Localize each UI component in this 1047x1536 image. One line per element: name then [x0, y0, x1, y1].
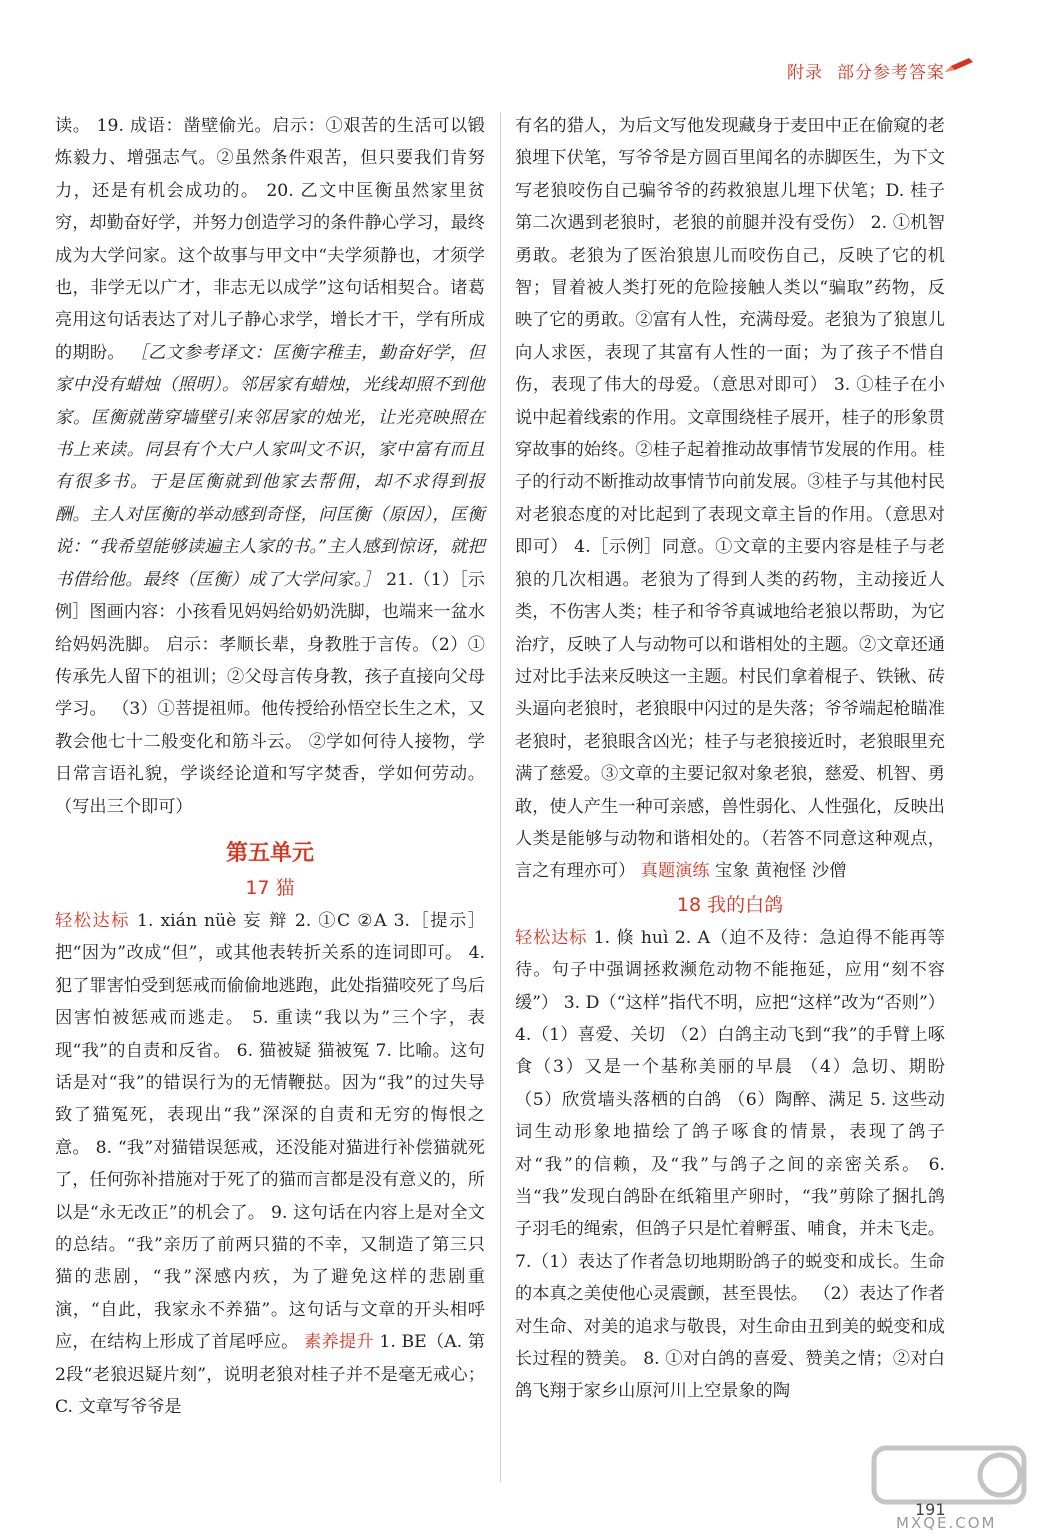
header-title: 部分参考答案: [837, 63, 945, 83]
unit-title: 第五单元: [225, 840, 314, 866]
header-section: 附录: [787, 63, 823, 83]
watermark-text: MXQE.COM: [896, 1514, 997, 1532]
answers-19-20: 读。 19. 成语：凿壁偷光。启示：①艰苦的生活可以锻炼毅力、增强志气。②虽然条件艰苦，但只要我们肯努力，还是有机会成功的。 20. 乙文中匡衡虽然家里贫穷，却勤奋好学，并努力创造学习的条件静心学习，最终成为大学问家。这个故事与甲文中“夫学须静也，才须学也，非学无以广才，非志无以成学”这句话相契合。诸葛亮用这句话表达了对儿子静心求学，增长才干，学有所成的期盼。: [55, 116, 485, 363]
lesson-17-answers: [55, 905, 485, 1424]
lesson-17-text: 1. xián nüè 妄 辩 2. ①C ②A 3.［提示］把“因为”改成“但”，或其他表转折关系的连词即可。 4. 犯了罪害怕受到惩戒而偷偷地逃跑，此处指猫咬死了鸟后因害怕被惩戒而逃走。 5. 重读“我以为”三个字，表现“我”的自责和反省。 6. 猫被疑 猫被冤 7. 比喻。这句话是对“我”的错误行为的无情鞭挞。因为“我”的过失导致了猫冤死，表现出“我”深深的自责和无穷的悔恨之意。 8. “我”对猫错误惩戒，还没能对猫进行补偿猫就死了，任何弥补措施对于死了的猫而言都是没有意义的，所以是“永无改正”的机会了。 9. 这句话在内容上是对全文的总结。“我”亲历了前两只猫的不幸，又制造了第三只猫的悲剧，“我”深感内疚，为了避免这样的悲剧重演，“自此，我家永不养猫”。这句话与文章的开头相呼应，在结构上形成了首尾呼应。: [55, 910, 485, 1353]
lesson-17-title: 17 猫: [245, 876, 295, 899]
answer-block: [55, 110, 485, 823]
answer-block-continued: [515, 110, 945, 888]
watermark-logo: [860, 1440, 1040, 1536]
lesson-18-answers: [515, 922, 945, 1408]
pencil-icon: [943, 56, 975, 74]
tag-easy: 轻松达标: [55, 910, 130, 931]
lesson-17-continued: 有名的猎人，为后文写他发现藏身于麦田中正在偷窥的老狼埋下伏笔，写爷爷是方圆百里闻名的赤脚医生，为下文写老狼咬伤自己骗爷爷的药救狼崽儿埋下伏笔；D. 桂子第二次遇到老狼时，老狼的前腿并没有受伤） 2. ①机智勇敢。老狼为了医治狼崽儿而咬伤自己，反映了它的机智；冒着被人类打死的危险接触人类以“骗取”药物，反映了它的勇敢。②富有人性，充满母爱。老狼为了狼崽儿向人求医，表现了其富有人性的一面；为了孩子不惜自伤，表现了伟大的母爱。（意思对即可） 3. ①桂子在小说中起着线索的作用。文章围绕桂子展开，桂子的形象贯穿故事的始终。②桂子起着推动故事情节发展的作用。桂子的行动不断推动故事情节向前发展。③桂子与其他村民对老狼态度的对比起到了表现文章主旨的作用。（意思对即可） 4.［示例］同意。①文章的主要内容是桂子与老狼的几次相遇。老狼为了得到人类的药物，主动接近人类，不伤害人类；桂子和爷爷真诚地给老狼以帮助，为它治疗，反映了人与动物可以和谐相处的主题。②文章还通过对比手法来反映这一主题。村民们拿着棍子、铁锹、砖头逼向老狼时，老狼眼中闪过的是失落；爷爷端起枪瞄准老狼时，老狼眼含凶光；桂子与老狼接近时，老狼眼里充满了慈爱。③文章的主要记叙对象老狼，慈爱、机智、勇敢，使人产生一种可亲感，兽性弱化、人性强化，反映出人类是能够与动物和谐相处的。（若答不同意这种观点，言之有理亦可）: [515, 116, 945, 882]
column-divider: [500, 112, 501, 1482]
tag-real-exam: 真题演练: [640, 861, 710, 882]
translation-note: ［乙文参考译文：匡衡字稚圭，勤奋好学，但家中没有蜡烛（照明）。邻居家有蜡烛，光线却照不到他家。匡衡就凿穿墙壁引来邻居家的烛光，让光亮映照在书上来读。同县有个大户人家叫文不识，家中富有而且有很多书。于是匡衡就到他家去帮佣，却不求得到报酬。主人对匡衡的举动感到奇怪，问匡衡（原因），匡衡说：“我希望能够读遍主人家的书。”主人感到惊讶，就把书借给他。最终（匡衡）成了大学问家。］: [55, 342, 485, 590]
tag-easy-18: 轻松达标: [515, 927, 588, 948]
right-column: [515, 110, 945, 1408]
lesson-18-text: 1. 倏 huì 2. A（迫不及待：急迫得不能再等待。句子中强调拯救濒危动物不能拖延，应用“刻不容缓”） 3. D（“这样”指代不明，应把“这样”改为“否则”） 4.（1）喜爱、关切 （2）白鸽主动飞到“我”的手臂上啄食（3）又是一个基称美丽的早晨 （4）急切、期盼 （5）欣赏墙头落栖的白鸽 （6）陶醉、满足 5. 这些动词生动形象地描绘了鸽子啄食的情景，表现了鸽子对“我”的信赖，及“我”与鸽子之间的亲密关系。 6. 当“我”发现白鸽卧在纸箱里产卵时，“我”剪除了捆扎鸽子羽毛的绳索，但鸽子只是忙着孵蛋、哺食，并未飞走。 7.（1）表达了作者急切地期盼鸽子的蜕变和成长。生命的本真之美使他心灵震颤，甚至畏怯。 （2）表达了作者对生命、对美的追求与敬畏，对生命由丑到美的蜕变和成长过程的赞美。 8. ①对白鸽的喜爱、赞美之情；②对白鸽飞翔于家乡山原河川上空景象的陶: [515, 927, 945, 1402]
page-number: 191: [915, 1500, 946, 1519]
left-column: [55, 110, 485, 1423]
real-exam-answers: 宝象 黄袍怪 沙僧: [709, 861, 847, 882]
tag-literacy: 素养提升: [304, 1332, 374, 1353]
lesson-17-literacy-text: 1. BE（A. 第2段“老狼迟疑片刻”，说明老狼对桂子并不是毫无戒心；C. 文章写爷爷是: [55, 1332, 485, 1418]
answers-21: 21.（1）［示例］图画内容：小孩看见妈妈给奶奶洗脚，也端来一盆水给妈妈洗脚。 启示：孝顺长辈，身教胜于言传。（2）①传承先人留下的祖训；②父母言传身教，孩子直接向父母学习。 （3）①菩提祖师。他传授给孙悟空长生之术，又教会他七十二般变化和筋斗云。 ②学如何待人接物，学日常言语礼貌，学谈经论道和写字焚香，学如何劳动。（写出三个即可）: [55, 569, 485, 817]
running-header: [787, 58, 945, 83]
lesson-18-title: 18 我的白鸽: [676, 893, 784, 916]
